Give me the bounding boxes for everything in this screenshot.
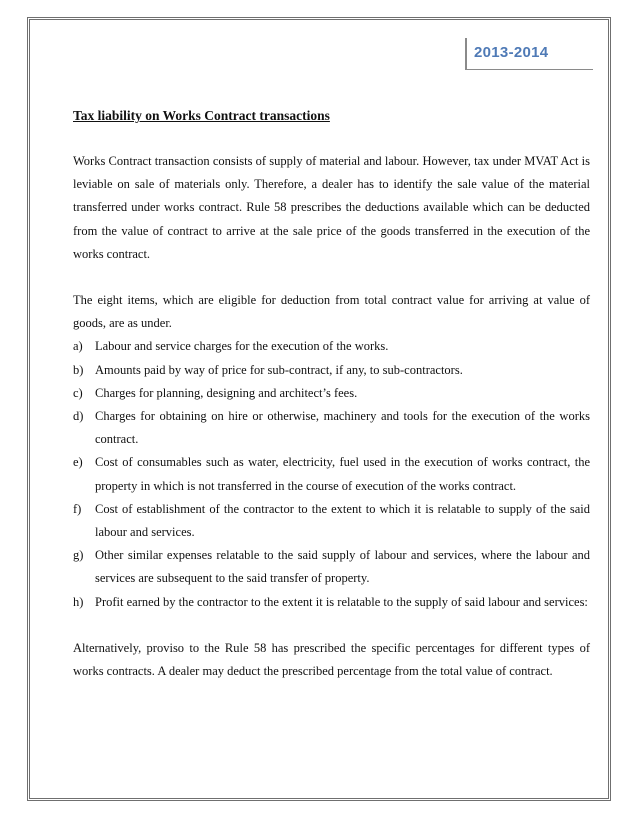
- list-item-text: Profit earned by the contractor to the extent it is relatable to the supply of said labour and services:: [95, 594, 588, 609]
- list-marker: f): [73, 501, 82, 516]
- list-item-text: Cost of consumables such as water, electricity, fuel used in the execution of works contract, the property in which is not transferred in the course of execution of the works contract.: [95, 455, 590, 493]
- list-marker: e): [73, 455, 83, 470]
- document-body: [73, 104, 590, 683]
- deduction-list: [73, 335, 590, 613]
- paragraph-gap: [73, 614, 590, 637]
- list-item-text: Labour and service charges for the execution of the works.: [95, 339, 389, 354]
- list-marker: a): [73, 339, 83, 354]
- list-item: [73, 451, 590, 497]
- list-item: [73, 405, 590, 451]
- list-item-text: Charges for planning, designing and architect’s fees.: [95, 385, 358, 400]
- list-item: [73, 498, 590, 544]
- list-item-text: Other similar expenses relatable to the said supply of labour and services, where the labour and services are subsequent to the said transfer of property.: [95, 548, 590, 586]
- paragraph-gap: [73, 266, 590, 289]
- list-item: [73, 359, 590, 382]
- list-intro-paragraph: The eight items, which are eligible for deduction from total contract value for arriving at value of goods, are as under.: [73, 293, 590, 331]
- list-marker: h): [73, 594, 84, 609]
- closing-paragraph: Alternatively, proviso to the Rule 58 has prescribed the specific percentages for different types of works contracts. A dealer may deduct the prescribed percentage from the total value of contract.: [73, 640, 590, 679]
- list-item: [73, 382, 590, 405]
- list-marker: d): [73, 409, 84, 424]
- list-item-text: Amounts paid by way of price for sub-contract, if any, to sub-contractors.: [95, 362, 463, 377]
- list-item: [73, 335, 590, 358]
- list-marker: c): [73, 385, 83, 400]
- list-item: [73, 544, 590, 590]
- document-title: Tax liability on Works Contract transactions: [73, 108, 330, 123]
- list-marker: g): [73, 548, 84, 563]
- list-item-text: Cost of establishment of the contractor to the extent to which it is relatable to supply of the said labour and services.: [95, 501, 590, 540]
- list-item-text: Charges for obtaining on hire or otherwise, machinery and tools for the execution of the works contract.: [95, 409, 590, 447]
- list-item: [73, 591, 590, 614]
- header-year: 2013-2014: [474, 44, 549, 61]
- list-marker: b): [73, 362, 84, 377]
- intro-paragraph: Works Contract transaction consists of supply of material and labour. However, tax under MVAT Act is leviable on sale of materials only. Therefore, a dealer has to identify the sale value of the material transferred under works contract. Rule 58 prescribes the deductions available which can be deducted from the value of contract to arrive at the sale price of the goods transferred in the execution of the works contract.: [73, 154, 590, 261]
